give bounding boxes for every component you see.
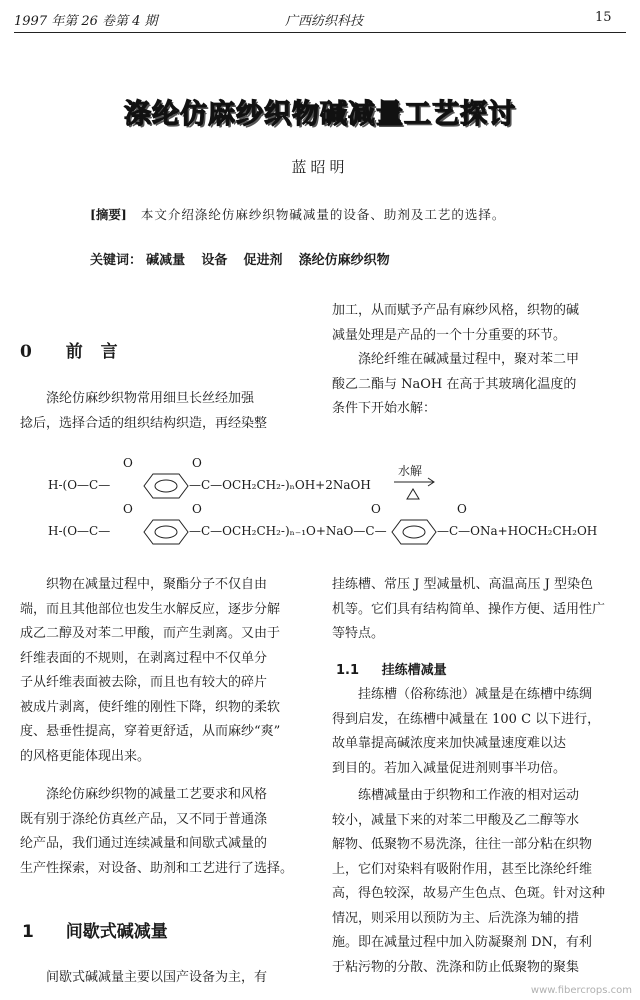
- keyword: 碱减量: [146, 253, 186, 268]
- keyword: 设备: [201, 253, 228, 268]
- hydrolysis-equation: [48, 452, 628, 547]
- benzene-ring-icon: [391, 518, 437, 546]
- reactant-rest: —C—OCH₂CH₂-)ₙOH+2NaOH: [189, 478, 371, 492]
- benzene-ring-icon: [143, 472, 189, 500]
- text-line: 纶产品，我们通过连续减量和间歇式减量的: [20, 836, 268, 851]
- product-start: H-(O—C—: [48, 524, 111, 538]
- text-line: 度、悬垂性提高，穿着更舒适，从而麻纱“爽”: [20, 724, 281, 739]
- product-middle: —C—OCH₂CH₂-)ₙ₋₁O+NaO—C—: [189, 524, 387, 538]
- text-line: 成乙二醇及对苯二甲酸，而产生剥离。又由于: [20, 626, 281, 641]
- benzene-ring-icon: [143, 518, 189, 546]
- text-line: 纤维表面的不规则，在剥离过程中不仅单分: [20, 650, 268, 666]
- intro-paragraph-left: [20, 387, 310, 436]
- text-line: 得到启发，在练槽中减量在 100 C 以下进行，: [332, 711, 601, 727]
- text-line: 情况，则采用以预防为主、后洗涤为辅的措: [332, 910, 580, 926]
- subsection-number: 1.1: [336, 663, 360, 678]
- text-line: 上，它们对染料有吸附作用，甚至比涤纶纤维: [332, 861, 593, 877]
- section-number: 1: [22, 922, 34, 942]
- text-line: 等特点。: [332, 626, 385, 641]
- carbonyl-oxygen: O: [457, 502, 467, 516]
- body-paragraph: [20, 966, 310, 991]
- carbonyl-oxygen: O: [192, 502, 202, 516]
- text-line: 机等。它们具有结构简单、操作方便、适用性广: [332, 601, 606, 617]
- subsection-title: 挂练槽减量: [381, 663, 447, 678]
- text-line: 间歇式碱减量主要以国产设备为主，有: [46, 970, 268, 985]
- body-paragraph: [20, 783, 310, 881]
- page-number: 15: [595, 10, 612, 25]
- header-rule: [14, 32, 626, 33]
- carbonyl-oxygen: O: [123, 456, 133, 470]
- abstract: [90, 205, 505, 223]
- carbonyl-oxygen: O: [123, 502, 133, 516]
- text-line: 既有别于涤纶仿真丝产品，又不同于普通涤: [20, 811, 268, 827]
- reaction-arrow-icon: [392, 476, 438, 502]
- text-line: 到目的。若加入减量促进剂则事半功倍。: [332, 760, 567, 776]
- text-line: 捻后，选择合适的组织结构织造，再经染整: [20, 415, 268, 431]
- section-title: 间歇式碱减量: [65, 922, 168, 942]
- body-paragraph: [332, 683, 624, 781]
- issue-info: 1997 年第 26 卷第 4 期: [14, 14, 158, 29]
- section-0-heading: [20, 337, 124, 362]
- text-line: 故单靠提高碱浓度来加快减量速度难以达: [332, 736, 567, 751]
- text-line: 生产性探索，对设备、助剂和工艺进行了选择。: [20, 860, 294, 876]
- text-line: 练槽减量由于织物和工作液的相对运动: [358, 788, 580, 803]
- section-1-heading: [22, 917, 168, 942]
- text-line: 子从纤维表面被去除，而且也有较大的碎片: [20, 675, 268, 690]
- product-end: —C—ONa+HOCH₂CH₂OH: [437, 524, 598, 538]
- text-line: 减量处理是产品的一个十分重要的环节。: [332, 327, 567, 343]
- keyword: 涤纶仿麻纱织物: [298, 253, 390, 268]
- keywords: [90, 249, 402, 268]
- text-line: 解物、低聚物不易洗涤，往往一部分粘在织物: [332, 837, 593, 852]
- text-line: 条件下开始水解：: [332, 401, 437, 416]
- keywords-label: 关键词：: [90, 253, 143, 268]
- abstract-text: 本文介绍涤纶仿麻纱织物碱减量的设备、助剂及工艺的选择。: [140, 207, 506, 222]
- text-line: 施。即在减量过程中加入防凝聚剂 DN，有利: [332, 935, 592, 950]
- body-paragraph: [332, 573, 624, 647]
- text-line: 的风格更能体现出来。: [20, 748, 151, 764]
- author: 蓝昭明: [291, 158, 349, 176]
- body-paragraph: [332, 784, 624, 980]
- text-line: 被成片剥离，使纤维的刚性下降，织物的柔软: [20, 699, 281, 715]
- abstract-label: [摘要]: [90, 207, 127, 222]
- text-line: 高，得色较深，故易产生色点、色斑。针对这种: [332, 886, 606, 901]
- watermark: www.fibercrops.com: [530, 985, 632, 996]
- article-title: 涤纶仿麻纱织物碱减量工艺探讨: [124, 99, 516, 130]
- arrow-label: 水解: [398, 464, 423, 478]
- text-line: 织物在减量过程中，聚酯分子不仅自由: [46, 577, 268, 592]
- carbonyl-oxygen: O: [192, 456, 202, 470]
- text-line: 挂练槽（俗称练池）减量是在练槽中练绸: [358, 687, 593, 702]
- subsection-1-1-heading: [336, 659, 447, 678]
- section-number: 0: [20, 342, 32, 362]
- text-line: 涤纶仿麻纱织物常用细旦长丝经加强: [46, 391, 255, 406]
- journal-name: 广西纺织科技: [285, 14, 364, 29]
- text-line: 涤纶纤维在碱减量过程中，聚对苯二甲: [358, 352, 580, 367]
- keyword: 促进剂: [243, 253, 283, 268]
- carbonyl-oxygen: O: [371, 502, 381, 516]
- text-line: 挂练槽、常压 J 型减量机、高温高压 J 型染色: [332, 577, 593, 592]
- text-line: 端，而且其他部位也发生水解反应，逐步分解: [20, 601, 281, 617]
- text-line: 较小，减量下来的对苯二甲酸及乙二醇等水: [332, 812, 580, 828]
- text-line: 加工，从而赋予产品有麻纱风格，织物的碱: [332, 303, 580, 318]
- intro-paragraph-right: [332, 299, 624, 422]
- text-line: 酸乙二酯与 NaOH 在高于其玻璃化温度的: [332, 376, 577, 392]
- text-line: 于粘污物的分散、洗涤和防止低聚物的聚集: [332, 959, 580, 975]
- section-title: 前 言: [65, 342, 124, 362]
- text-line: 涤纶仿麻纱织物的减量工艺要求和风格: [46, 787, 268, 802]
- body-paragraph: [20, 573, 310, 769]
- reactant-start: H-(O—C—: [48, 478, 111, 492]
